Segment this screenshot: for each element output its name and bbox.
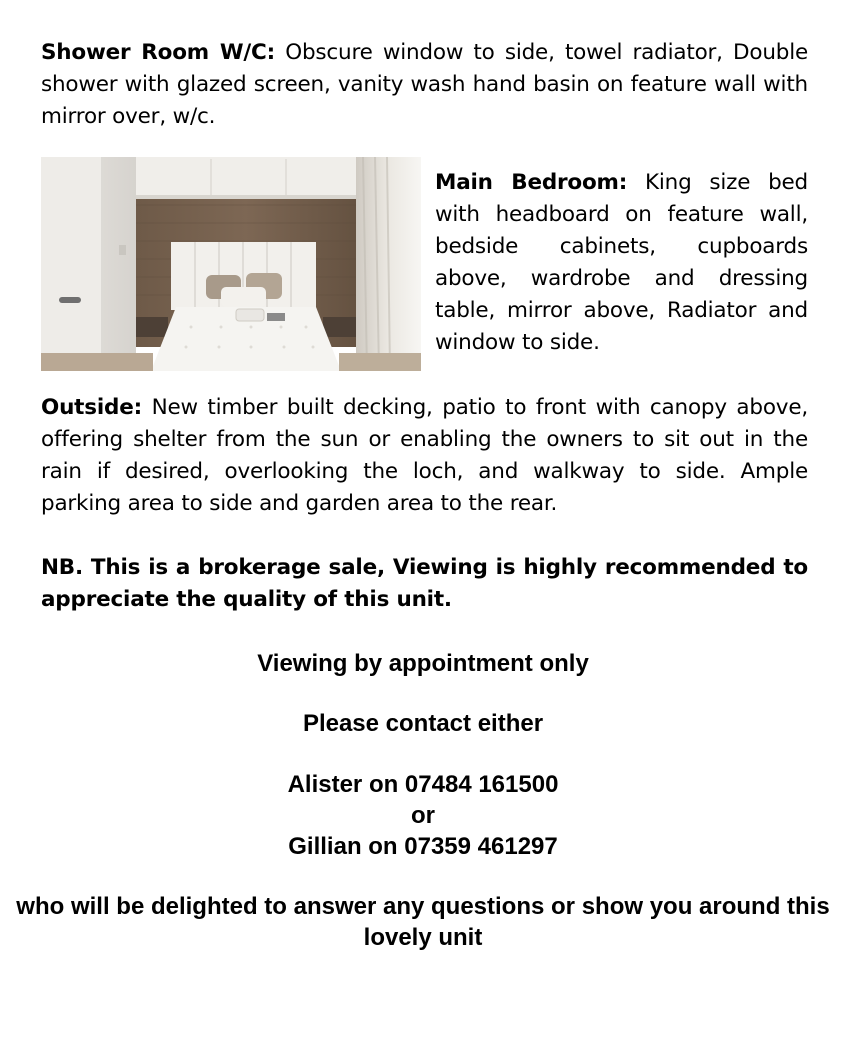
contact-or: or [411,802,435,829]
contact-intro: Please contact either [302,710,544,737]
contact-alister: Alister on 07484 161500 [287,771,559,798]
outside-paragraph [41,392,808,520]
bedroom-photo [41,157,421,371]
main-bedroom-heading: Main Bedroom: [435,170,628,195]
closing-message: who will be delighted to answer any questions or show you around this lovely unit [16,893,830,951]
shower-room-paragraph [41,37,808,133]
main-bedroom-text: King size bed with headboard on feature wall, bedside cabinets, cupboards above, wardrobe and dressing table, mirror above, Radiator and window to side. [435,170,808,355]
outside-text: New timber built decking, patio to front with canopy above, offering shelter from the sun or enabling the owners to sit out in the rain if desired, overlooking the loch, and walkway to side. Ample parking area to side and garden area to the rear. [41,395,808,516]
shower-room-text: Obscure window to side, towel radiator, Double shower with glazed screen, vanity wash hand basin on feature wall with mirror over, w/c. [41,40,808,129]
contact-gillian: Gillian on 07359 461297 [288,833,558,860]
main-bedroom-paragraph [435,167,808,359]
shower-room-heading: Shower Room W/C: [41,40,275,65]
outside-heading: Outside: [41,395,142,420]
viewing-note: Viewing by appointment only [257,650,589,677]
nb-paragraph: NB. This is a brokerage sale, Viewing is highly recommended to appreciate the quality of this unit. [41,555,808,612]
